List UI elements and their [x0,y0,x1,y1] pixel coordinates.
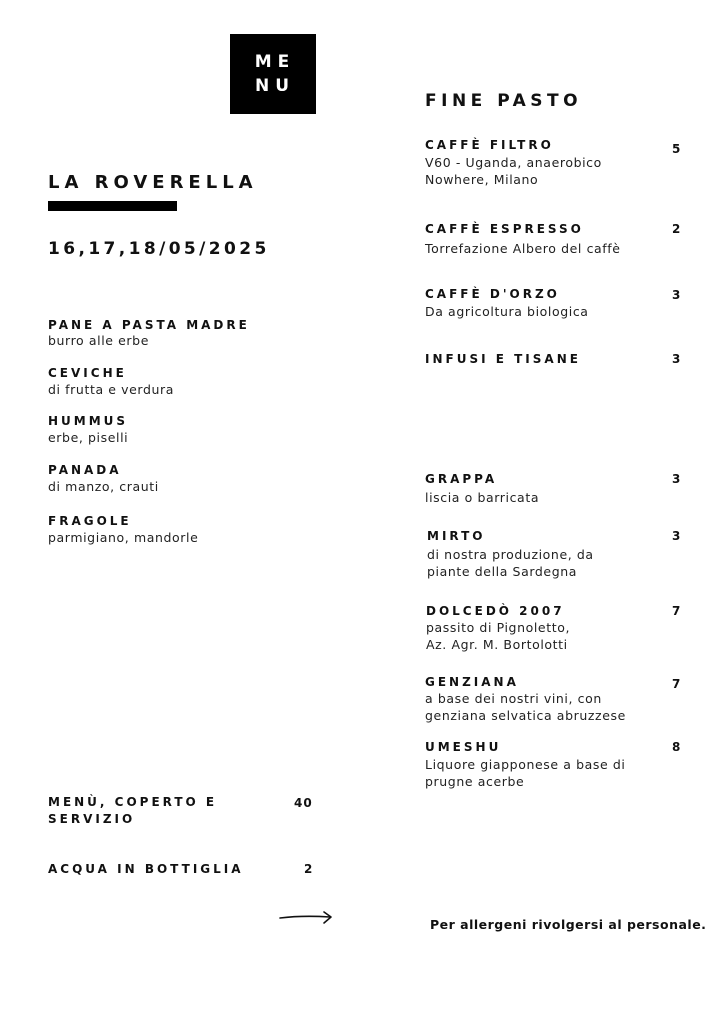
item-name: INFUSI E TISANE [425,352,581,366]
item-price: 5 [672,142,682,156]
menu-logo-text: MENU [254,52,296,96]
item-desc: V60 - Uganda, anaerobico [425,155,602,170]
item-desc: prugne acerbe [425,774,525,789]
coperto-label-line1: MENÙ, COPERTO E [48,795,218,809]
item-desc: di manzo, crauti [48,479,159,494]
restaurant-name: LA ROVERELLA [48,172,258,193]
coperto-label-line2: SERVIZIO [48,812,136,826]
item-name: CAFFÈ ESPRESSO [425,222,584,236]
item-name: PANADA [48,463,122,477]
list-item [425,138,602,188]
arrow-right-icon [278,908,336,932]
item-name: FRAGOLE [48,514,132,528]
item-name: CEVICHE [48,366,127,380]
item-price: 7 [672,677,682,691]
item-name: UMESHU [425,740,502,754]
coperto-label [48,794,217,828]
title-underline-bar [48,201,177,211]
list-item [48,514,198,546]
menu-logo [230,34,316,114]
item-name: MIRTO [427,529,486,543]
list-item [48,366,174,398]
section-title-fine-pasto: FINE PASTO [425,91,583,111]
item-desc: Nowhere, Milano [425,172,539,187]
item-name: DOLCEDÒ 2007 [426,604,565,618]
list-item [425,222,621,257]
item-desc: Liquore giapponese a base di [425,757,626,772]
allergen-note: Per allergeni rivolgersi al personale. [430,917,707,932]
item-desc: piante della Sardegna [427,564,578,579]
list-item [425,675,626,724]
item-price: 2 [672,222,682,236]
item-name: HUMMUS [48,414,129,428]
event-date: 16,17,18/05/2025 [48,239,270,259]
item-price: 7 [672,604,682,618]
item-price: 3 [672,472,682,486]
list-item [426,604,570,653]
acqua-price: 2 [304,862,314,876]
item-desc: di nostra produzione, da [427,547,594,562]
item-price: 3 [672,529,682,543]
item-desc: Da agricoltura biologica [425,304,589,319]
item-price: 3 [672,352,682,366]
item-desc: erbe, piselli [48,430,129,445]
item-name: PANE A PASTA MADRE [48,318,250,332]
item-desc: Torrefazione Albero del caffè [425,241,621,256]
item-desc: liscia o barricata [425,490,540,505]
item-desc: a base dei nostri vini, con [425,691,602,706]
item-name: CAFFÈ D'ORZO [425,287,560,301]
item-name: GRAPPA [425,472,498,486]
acqua-label: ACQUA IN BOTTIGLIA [48,862,244,876]
coperto-price: 40 [294,796,313,810]
item-desc: parmigiano, mandorle [48,530,199,545]
list-item [427,529,594,580]
item-desc: Az. Agr. M. Bortolotti [426,637,568,652]
list-item [425,352,581,367]
item-desc: burro alle erbe [48,333,149,348]
item-desc: genziana selvatica abruzzese [425,708,626,723]
list-item [425,740,625,790]
item-desc: di frutta e verdura [48,382,175,397]
list-item [48,463,159,495]
item-name: CAFFÈ FILTRO [425,138,554,152]
item-desc: passito di Pignoletto, [426,620,571,635]
item-price: 3 [672,288,682,302]
list-item [425,287,589,320]
list-item [48,318,250,349]
list-item [425,472,539,506]
item-name: GENZIANA [425,675,519,689]
item-price: 8 [672,740,682,754]
list-item [48,414,128,446]
